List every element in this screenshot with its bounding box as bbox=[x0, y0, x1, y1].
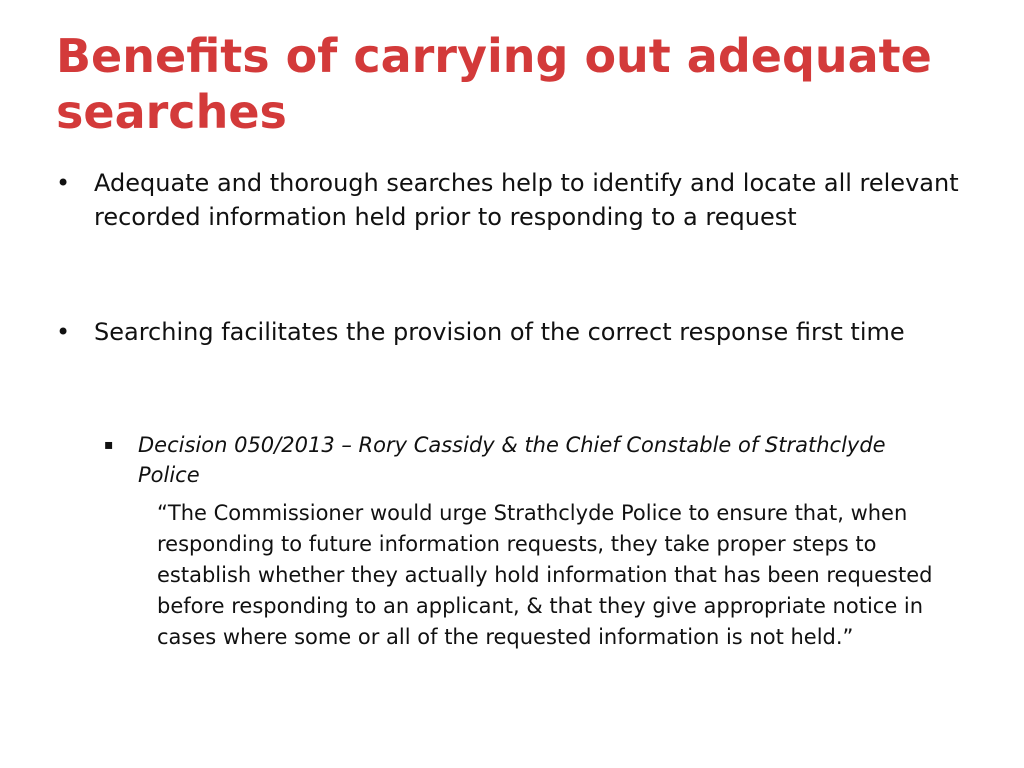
bullet-item bbox=[56, 166, 976, 234]
bullet-text: Adequate and thorough searches help to identify and locate all relevant recorded information held prior to responding to a request bbox=[94, 169, 959, 231]
bullet-item bbox=[56, 315, 976, 349]
sub-bullet-item bbox=[104, 430, 924, 490]
decision-reference: Decision 050/2013 – Rory Cassidy & the Chief Constable of Strathclyde Police bbox=[138, 433, 886, 487]
bullet-marker: • bbox=[56, 169, 71, 197]
slide-title: Benefits of carrying out adequate searches bbox=[56, 29, 932, 139]
commissioner-quote: “The Commissioner would urge Strathclyde Police to ensure that, when responding to future information requests, they take proper steps to establish whether they actually hold information that has been requested before responding to an applicant, & that they give appropriate notice in cases where some or all of the requested information is not held.” bbox=[157, 501, 933, 649]
bullet-marker: • bbox=[56, 318, 71, 346]
sub-bullet-marker: ▪ bbox=[104, 437, 114, 453]
bullet-text: Searching facilitates the provision of the correct response first time bbox=[94, 318, 905, 346]
